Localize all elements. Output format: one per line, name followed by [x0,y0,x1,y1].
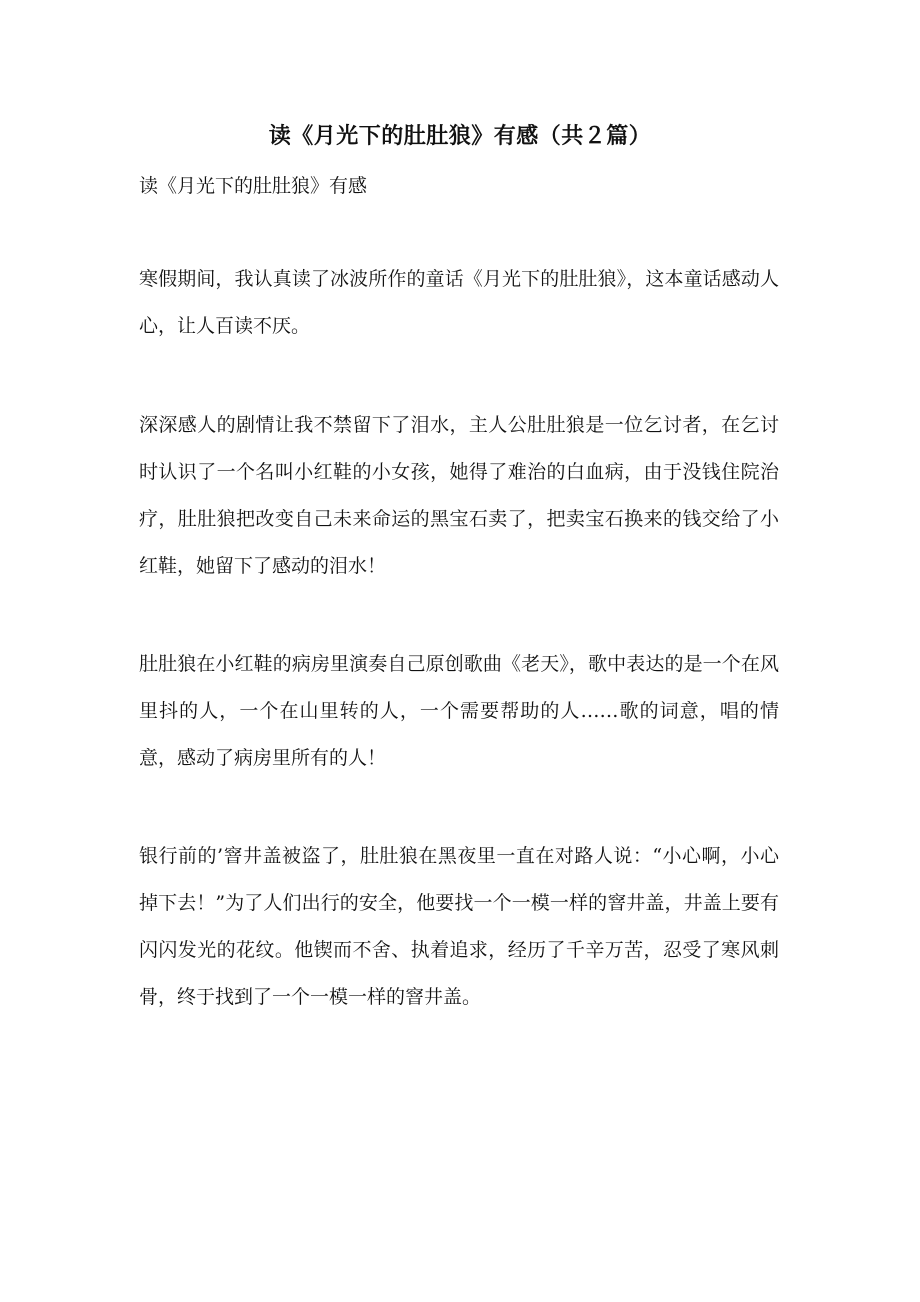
document-title: 读《月光下的肚肚狼》有感（共２篇） [268,123,652,149]
paragraph-4: 银行前的’窨井盖被盗了，肚肚狼在黑夜里一直在对路人说：“小心啊，小心掉下去！”为了人们出行的安全，他要找一个一模一样的窨井盖，井盖上要有闪闪发光的花纹。他锲而不舍、执着追求，经历了千辛万苦，忍受了寒风刺骨，终于找到了一个一模一样的窨井盖。 [139,845,779,1008]
paragraph-3: 肚肚狼在小红鞋的病房里演奏自己原创歌曲《老天》，歌中表达的是一个在风里抖的人，一个在山里转的人，一个需要帮助的人……歌的词意，唱的情意，感动了病房里所有的人！ [139,653,779,769]
paragraph-1: 寒假期间，我认真读了冰波所作的童话《月光下的肚肚狼》，这本童话感动人心，让人百读不厌。 [139,268,779,337]
document-subtitle: 读《月光下的肚肚狼》有感 [139,175,368,197]
paragraph-2: 深深感人的剧情让我不禁留下了泪水，主人公肚肚狼是一位乞讨者，在乞讨时认识了一个名叫小红鞋的小女孩，她得了难治的白血病，由于没钱住院治疗，肚肚狼把改变自己未来命运的黑宝石卖了，把卖宝石换来的钱交给了小红鞋，她留下了感动的泪水！ [139,414,779,577]
